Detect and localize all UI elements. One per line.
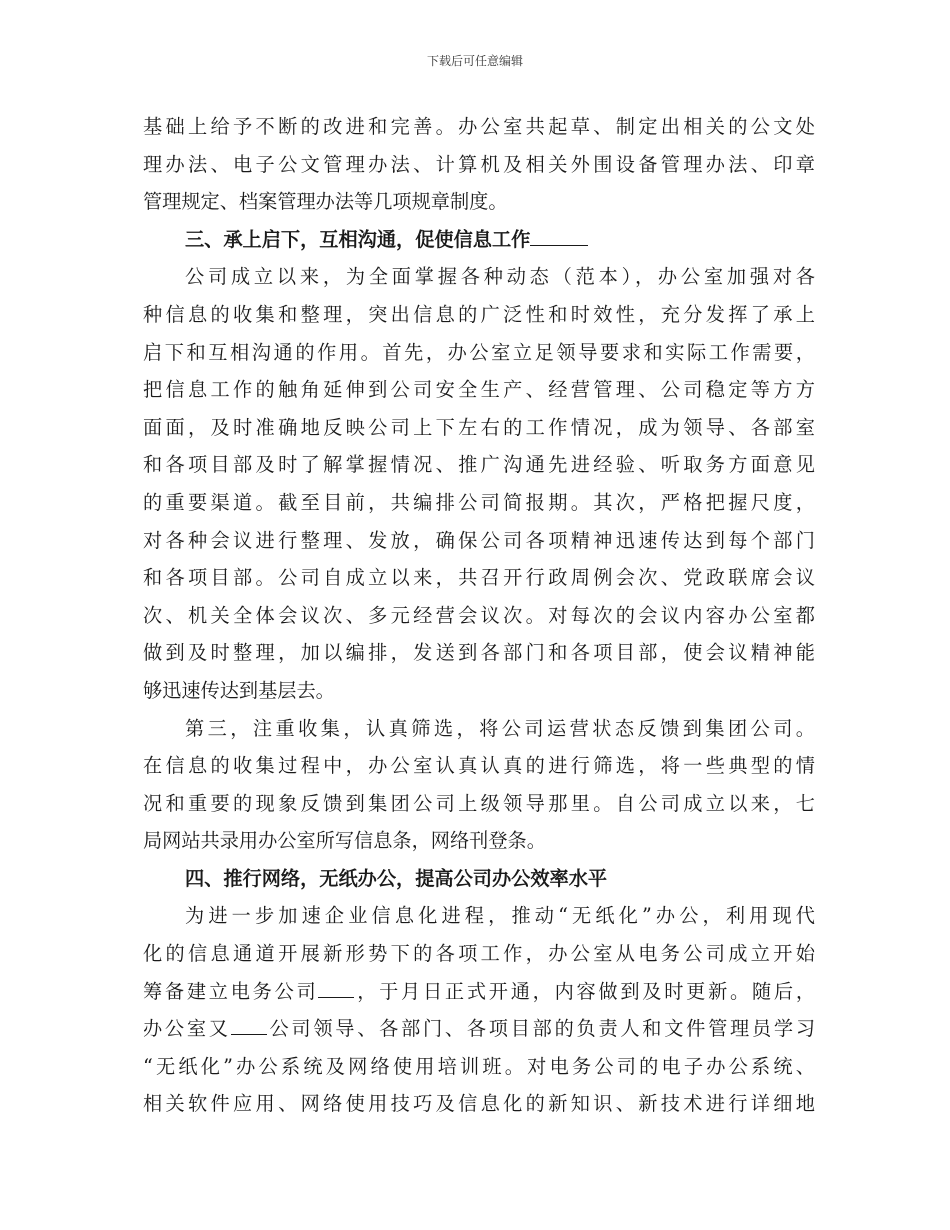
paragraph-text: 筹备建立电务公司 [143, 979, 319, 1003]
paragraph-line: 次、机关全体会议次、多元经营会议次。对每次的会议内容办公室都 [143, 603, 815, 627]
paragraph-line: 够迅速传达到基层去。 [143, 678, 335, 702]
paragraph-line: 化的信息通道开展新形势下的各项工作，办公室从电务公司成立开始 [143, 942, 815, 966]
section-heading-3 [143, 221, 815, 259]
paragraph-line: 理办法、电子公文管理办法、计算机及相关外围设备管理办法、印章 [143, 152, 815, 176]
paragraph-line: 管理规定、档案管理办法等几项规章制度。 [143, 190, 508, 214]
paragraph-line: 公司成立以来，为全面掌握各种动态（范本），办公室加强对各 [185, 265, 815, 289]
paragraph-line: “无纸化”办公系统及网络使用培训班。对电务公司的电子办公系统、 [143, 1054, 815, 1078]
paragraph-line: 局网站共录用办公室所写信息条，网络刊登条。 [143, 829, 546, 853]
section-heading-4: 四、推行网络，无纸办公，提高公司办公效率水平 [185, 866, 608, 890]
document-body [143, 108, 815, 1123]
paragraph-text: ，于月日正式开通，内容做到及时更新。随后， [354, 979, 816, 1003]
paragraph-line: 种信息的收集和整理，突出信息的广泛性和时效性，充分发挥了承上 [143, 302, 815, 326]
fill-in-blank [530, 225, 588, 246]
paragraph-text: 办公室又 [143, 1017, 231, 1041]
paragraph-line: 对各种会议进行整理、发放，确保公司各项精神迅速传达到每个部门 [143, 528, 815, 552]
paragraph-line: 把信息工作的触角延伸到公司安全生产、经营管理、公司稳定等方方 [143, 378, 815, 402]
paragraph-line: 启下和互相沟通的作用。首先，办公室立足领导要求和实际工作需要， [143, 340, 815, 364]
fill-in-blank [231, 1014, 267, 1035]
fill-in-blank [318, 977, 354, 998]
paragraph-line: 面面，及时准确地反映公司上下左右的工作情况，成为领导、各部室 [143, 415, 815, 439]
paragraph-line: 做到及时整理，加以编排，发送到各部门和各项目部，使会议精神能 [143, 641, 815, 665]
paragraph-line: 相关软件应用、网络使用技巧及信息化的新知识、新技术进行详细地 [143, 1092, 815, 1116]
page-header-note: 下载后可任意编辑 [426, 54, 523, 68]
paragraph-line [143, 973, 815, 1011]
paragraph-line: 基础上给予不断的改进和完善。办公室共起草、制定出相关的公文处 [143, 115, 815, 138]
paragraph-line [143, 1010, 815, 1048]
paragraph-line: 在信息的收集过程中，办公室认真认真的进行筛选，将一些典型的情 [143, 754, 815, 778]
paragraph-line: 为进一步加速企业信息化进程，推动“无纸化”办公，利用现代 [185, 904, 815, 928]
paragraph-line: 和各项目部及时了解掌握情况、推广沟通先进经验、听取务方面意见 [143, 453, 815, 477]
paragraph-line: 况和重要的现象反馈到集团公司上级领导那里。自公司成立以来，七 [143, 791, 815, 815]
paragraph-line: 的重要渠道。截至目前，共编排公司简报期。其次，严格把握尺度， [143, 490, 815, 514]
paragraph-line: 第三，注重收集，认真筛选，将公司运营状态反馈到集团公司。 [185, 716, 815, 740]
paragraph-line: 和各项目部。公司自成立以来，共召开行政周例会次、党政联席会议 [143, 566, 815, 590]
section-heading-3-text: 三、承上启下，互相沟通，促使信息工作 [185, 227, 531, 251]
paragraph-text: 公司领导、各部门、各项目部的负责人和文件管理员学习 [266, 1017, 816, 1041]
